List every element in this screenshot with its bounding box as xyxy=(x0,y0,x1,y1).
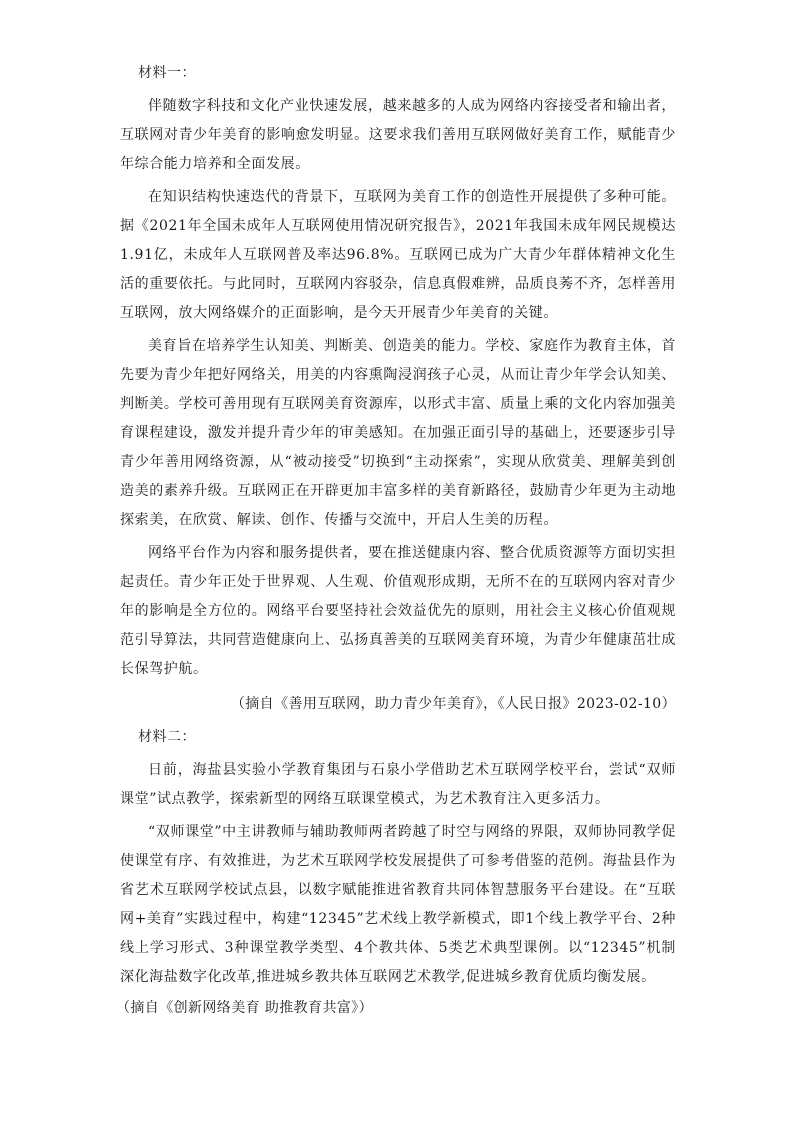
material-one-paragraph-1: 伴随数字科技和文化产业快速发展，越来越多的人成为网络内容接受者和输出者，互联网对青少年美育的影响愈发明显。这要求我们善用互联网做好美育工作，赋能青少年综合能力培养和全面发展。 xyxy=(120,98,676,172)
material-two-paragraph-2: “双师课堂”中主讲教师与辅助教师两者跨越了时空与网络的界限，双师协同教学促使课堂有序、有效推进，为艺术互联网学校发展提供了可参考借鉴的范例。海盐县作为省艺术互联网学校试点县，以数字赋能推进省教育共同体智慧服务平台建设。在“互联网+美育”实践过程中，构建“12345”艺术线上教学新模式，即1个线上教学平台、2种线上学习形式、3种课堂教学类型、4个教共体、5类艺术典型课例。以“12345”机制深化海盐数字化改革,推进城乡教共体互联网艺术教学,促进城乡教育优质均衡发展。 xyxy=(120,824,676,985)
document-body xyxy=(116,62,676,1020)
material-one-paragraph-3: 美育旨在培养学生认知美、判断美、创造美的能力。学校、家庭作为教育主体，首先要为青少年把好网络关，用美的内容熏陶浸润孩子心灵，从而让青少年学会认知美、判断美。学校可善用现有互联网美育资源库，以形式丰富、质量上乘的文化内容加强美育课程建设，激发并提升青少年的审美感知。在加强正面引导的基础上，还要逐步引导青少年善用网络资源，从“被动接受”切换到“主动探索”，实现从欣赏美、理解美到创造美的素养升级。互联网正在开辟更加丰富多样的美育新路径，鼓励青少年更为主动地探索美，在欣赏、解读、创作、传播与交流中，开启人生美的历程。 xyxy=(120,338,676,528)
material-one-paragraph-4: 网络平台作为内容和服务提供者，要在推送健康内容、整合优质资源等方面切实担起责任。青少年正处于世界观、人生观、价值观形成期，无所不在的互联网内容对青少年的影响是全方位的。网络平台要坚持社会效益优先的原则，用社会主义核心价值观规范引导算法，共同营造健康向上、弘扬真善美的互联网美育环境，为青少年健康茁壮成长保驾护航。 xyxy=(120,545,676,677)
material-one-label: 材料一： xyxy=(138,65,196,81)
material-one-paragraph-2: 在知识结构快速迭代的背景下，互联网为美育工作的创造性开展提供了多种可能。据《2021年全国未成年人互联网使用情况研究报告》，2021年我国未成年网民规模达1.91亿，未成年人互联网普及率达96.8%。互联网已成为广大青少年群体精神文化生活的重要依托。与此同时，互联网内容驳杂，信息真假难辨，品质良莠不齐，怎样善用互联网，放大网络媒介的正面影响，是今天开展青少年美育的关键。 xyxy=(120,189,676,321)
material-two-paragraph-1: 日前，海盐县实验小学教育集团与石泉小学借助艺术互联网学校平台，尝试“双师课堂”试点教学，探索新型的网络互联课堂模式，为艺术教育注入更多活力。 xyxy=(120,762,676,807)
material-two-source: （摘自《创新网络美育 助推教育共富》） xyxy=(116,1000,374,1016)
material-two-label: 材料二： xyxy=(138,729,196,745)
material-one-source: （摘自《善用互联网，助力青少年美育》，《人民日报》2023-02-10） xyxy=(230,696,676,712)
